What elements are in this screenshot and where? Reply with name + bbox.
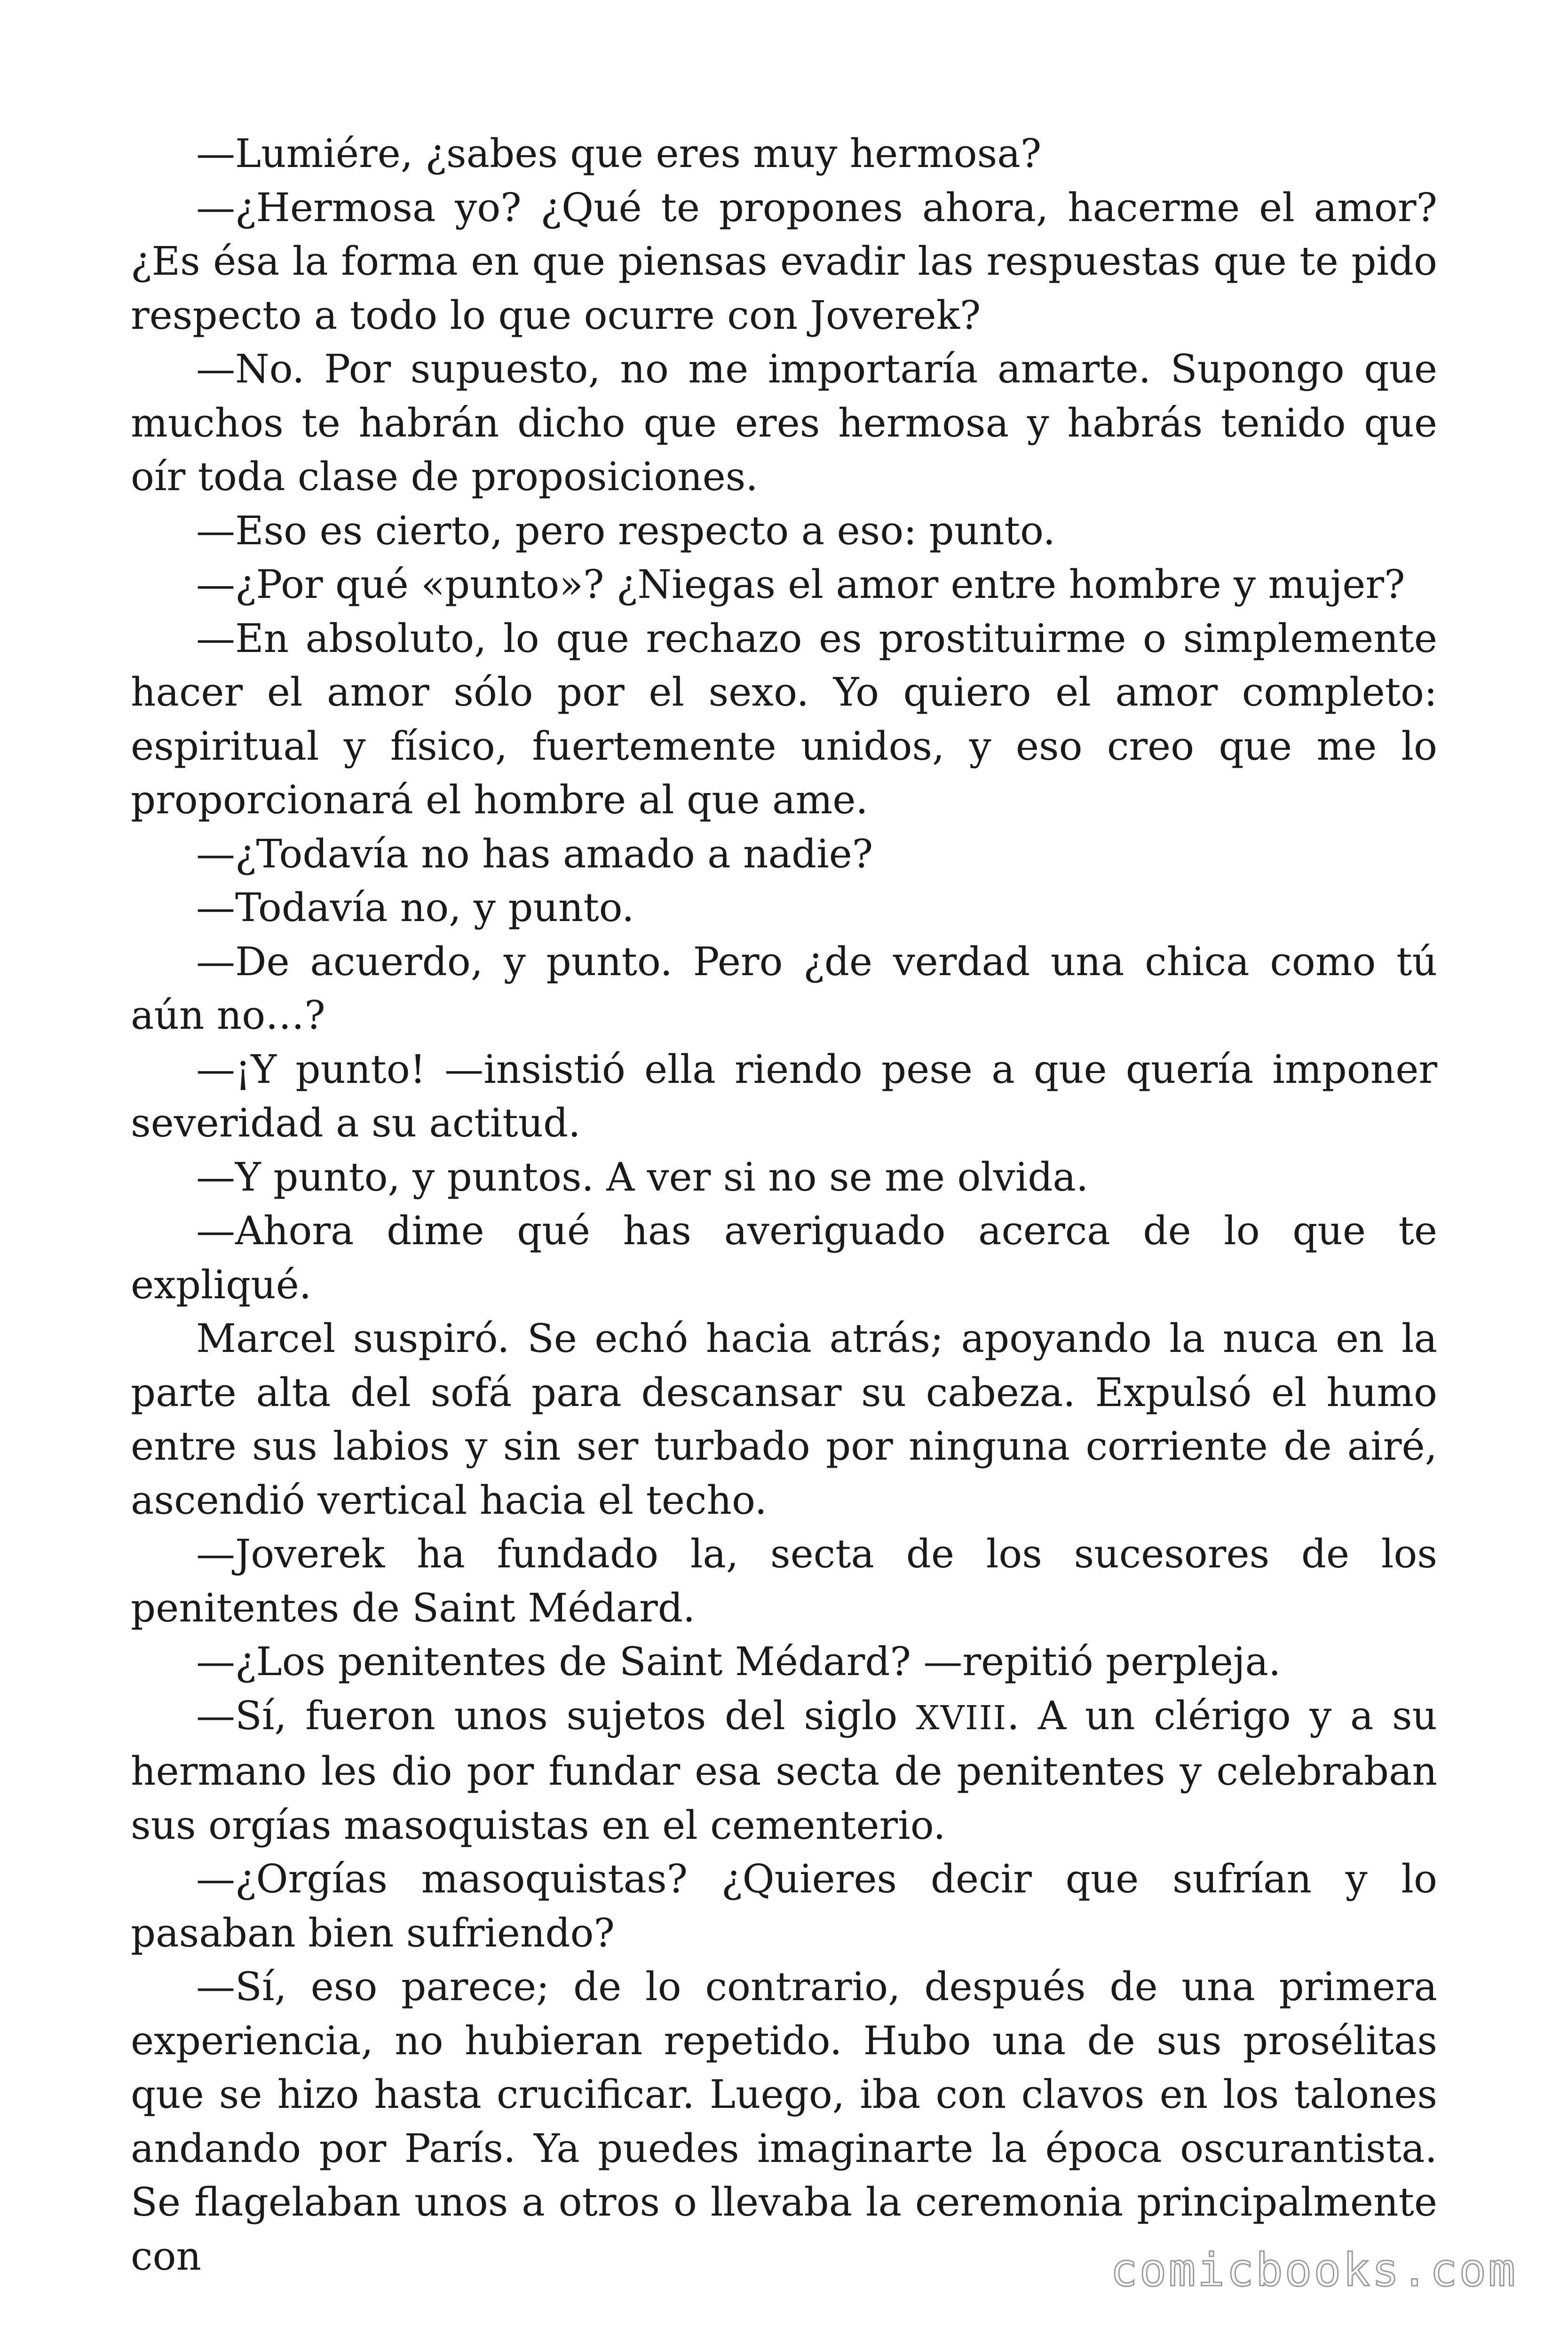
book-page-text [131, 127, 1437, 2283]
century-numeral: XVIII [916, 1698, 1007, 1737]
paragraph-text: —Sí, fueron unos sujetos del siglo [196, 1692, 916, 1739]
paragraph: —¿Hermosa yo? ¿Qué te propones ahora, hacerme el amor? ¿Es ésa la forma en que piensas evadir las respuestas que te pido respecto a todo lo que ocurre con Joverek? [131, 184, 1437, 338]
watermark-text: comicbooks.com [1110, 2244, 1517, 2296]
paragraph: Marcel suspiró. Se echó hacia atrás; apoyando la nuca en la parte alta del sofá para descansar su cabeza. Expulsó el humo entre sus labios y sin ser turbado por ninguna corriente de airé, ascendió vertical hacia el techo. [131, 1316, 1437, 1523]
paragraph: —Joverek ha fundado la, secta de los sucesores de los penitentes de Saint Médard. [131, 1531, 1437, 1631]
paragraph: —¡Y punto! —insistió ella riendo pese a que quería imponer severidad a su actitud. [131, 1046, 1437, 1146]
paragraph: —¿Los penitentes de Saint Médard? —repitió perpleja. [196, 1639, 1281, 1685]
paragraph: —En absoluto, lo que rechazo es prostituirme o simplemente hacer el amor sólo por el sexo. Yo quiero el amor completo: espiritual y físico, fuertemente unidos, y eso creo que me lo proporcionará el hombre al que ame. [131, 615, 1437, 823]
paragraph-century [131, 1689, 1437, 1853]
paragraph: —Y punto, y puntos. A ver si no se me olvida. [196, 1154, 1089, 1200]
paragraph: —Sí, eso parece; de lo contrario, después de una primera experiencia, no hubieran repetido. Hubo una de sus prosélitas que se hizo hasta crucificar. Luego, iba con clavos en los talones andando por París. Ya puedes imaginarte la época oscurantista. Se flagelaban unos a otros o llevaba la ceremonia principalmente con [131, 1964, 1437, 2279]
paragraph: —Todavía no, y punto. [196, 885, 634, 930]
paragraph-text: . A un clérigo y a su hermano les dio por fundar esa secta de penitentes y celebraban sus orgías masoquistas en el cementerio. [131, 1692, 1437, 1848]
paragraph: —No. Por supuesto, no me importaría amarte. Supongo que muchos te habrán dicho que eres hermosa y habrás tenido que oír toda clase de proposiciones. [131, 346, 1437, 500]
paragraph: —Ahora dime qué has averiguado acerca de lo que te expliqué. [131, 1208, 1437, 1308]
paragraph: —Lumiére, ¿sabes que eres muy hermosa? [196, 131, 1042, 176]
paragraph: —¿Orgías masoquistas? ¿Quieres decir que sufrían y lo pasaban bien sufriendo? [131, 1856, 1437, 1956]
paragraph: —De acuerdo, y punto. Pero ¿de verdad una chica como tú aún no…? [131, 938, 1437, 1038]
paragraph: —Eso es cierto, pero respecto a eso: punto. [196, 508, 1055, 554]
paragraph: —¿Por qué «punto»? ¿Niegas el amor entre hombre y mujer? [196, 562, 1405, 607]
paragraph: —¿Todavía no has amado a nadie? [196, 831, 873, 877]
